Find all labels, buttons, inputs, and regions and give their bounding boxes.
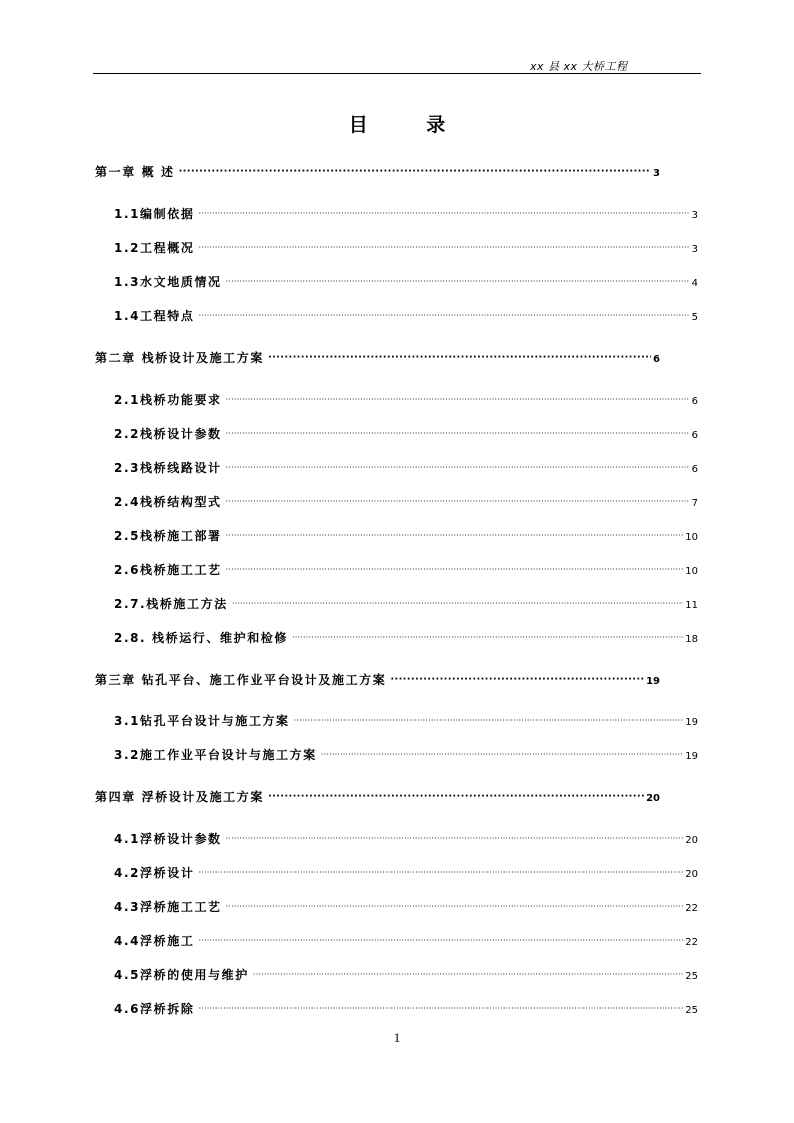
toc-entry-page: 11 (685, 600, 698, 611)
toc-entry-page: 3 (653, 168, 660, 179)
toc-entry-label: 第三章 钻孔平台、施工作业平台设计及施工方案 (95, 673, 387, 687)
toc-entry-page: 10 (685, 566, 698, 577)
toc-entry-page: 20 (685, 835, 698, 846)
dot-leader (253, 970, 683, 979)
dot-leader (226, 463, 690, 472)
dot-leader (226, 429, 690, 438)
toc-entry-page: 19 (685, 751, 698, 762)
toc-section-4-4[interactable] (114, 932, 698, 949)
running-header: xx 县 xx 大桥工程 (530, 60, 628, 73)
toc-entry-page: 3 (691, 210, 698, 221)
toc-chapter-2[interactable] (95, 349, 660, 366)
toc-entry-label: 1.1编制依据 (114, 207, 195, 221)
toc-section-2-7[interactable] (114, 595, 698, 612)
toc-entry-page: 20 (685, 869, 698, 880)
dot-leader (292, 633, 683, 642)
toc-section-1-1[interactable] (114, 205, 698, 222)
toc-chapter-3[interactable] (95, 671, 660, 688)
toc-entry-label: 2.6栈桥施工工艺 (114, 563, 222, 577)
toc-section-4-1[interactable] (114, 830, 698, 847)
toc-entry-page: 4 (691, 278, 698, 289)
toc-entry-page: 22 (685, 937, 698, 948)
toc-entry-page: 6 (653, 354, 660, 365)
toc-section-4-3[interactable] (114, 898, 698, 915)
toc-section-1-3[interactable] (114, 273, 698, 290)
dot-leader (226, 277, 690, 286)
toc-section-2-6[interactable] (114, 561, 698, 578)
toc-entry-label: 2.8. 栈桥运行、维护和检修 (114, 631, 288, 645)
toc-entry-label: 1.2工程概况 (114, 241, 195, 255)
dot-leader (198, 209, 689, 218)
toc-entry-page: 25 (685, 971, 698, 982)
dot-leader (226, 902, 684, 911)
toc-section-2-3[interactable] (114, 459, 698, 476)
toc-entry-label: 2.2栈桥设计参数 (114, 427, 222, 441)
toc-entry-page: 5 (691, 312, 698, 323)
toc-section-4-6[interactable] (114, 1000, 698, 1017)
toc-entry-label: 第一章 概 述 (95, 165, 175, 179)
dot-leader (268, 352, 651, 363)
toc-entry-page: 19 (685, 717, 698, 728)
toc-entry-label: 4.3浮桥施工工艺 (114, 900, 222, 914)
toc-entry-label: 2.5栈桥施工部署 (114, 529, 222, 543)
toc-entry-label: 2.1栈桥功能要求 (114, 393, 222, 407)
toc-section-3-2[interactable] (114, 746, 698, 763)
dot-leader (179, 166, 651, 177)
toc-section-2-2[interactable] (114, 425, 698, 442)
toc-section-4-2[interactable] (114, 864, 698, 881)
toc-section-1-2[interactable] (114, 239, 698, 256)
toc-entry-label: 第二章 栈桥设计及施工方案 (95, 351, 264, 365)
toc-entry-page: 6 (691, 396, 698, 407)
toc-section-2-5[interactable] (114, 527, 698, 544)
dot-leader (198, 868, 683, 877)
dot-leader (198, 1004, 683, 1013)
toc-entry-page: 20 (646, 793, 660, 804)
toc-entry-page: 25 (685, 1005, 698, 1016)
toc-section-2-1[interactable] (114, 391, 698, 408)
dot-leader (232, 599, 683, 608)
toc-section-4-5[interactable] (114, 966, 698, 983)
toc-entry-label: 3.1钻孔平台设计与施工方案 (114, 714, 290, 728)
dot-leader (321, 750, 683, 759)
dot-leader (390, 674, 644, 685)
dot-leader (226, 531, 684, 540)
toc-entry-label: 4.4浮桥施工 (114, 934, 195, 948)
toc-entry-label: 第四章 浮桥设计及施工方案 (95, 790, 264, 804)
toc-entry-label: 1.4工程特点 (114, 309, 195, 323)
toc-entry-label: 4.1浮桥设计参数 (114, 832, 222, 846)
toc-entry-label: 4.2浮桥设计 (114, 866, 195, 880)
toc-section-1-4[interactable] (114, 307, 698, 324)
toc-entry-page: 6 (691, 430, 698, 441)
dot-leader (226, 395, 690, 404)
toc-title: 目 录 (348, 114, 472, 136)
toc-entry-page: 10 (685, 532, 698, 543)
toc-entry-label: 2.4栈桥结构型式 (114, 495, 222, 509)
toc-entry-page: 6 (691, 464, 698, 475)
toc-chapter-4[interactable] (95, 788, 660, 805)
toc-entry-page: 18 (685, 634, 698, 645)
page-number: 1 (393, 1030, 401, 1045)
toc-entry-label: 2.3栈桥线路设计 (114, 461, 222, 475)
dot-leader (268, 791, 644, 802)
toc-section-2-8[interactable] (114, 629, 698, 646)
toc-chapter-1[interactable] (95, 163, 660, 180)
toc-entry-label: 3.2施工作业平台设计与施工方案 (114, 748, 317, 762)
dot-leader (294, 716, 684, 725)
toc-entry-page: 3 (691, 244, 698, 255)
toc-entry-label: 4.6浮桥拆除 (114, 1002, 195, 1016)
toc-entry-label: 2.7.栈桥施工方法 (114, 597, 228, 611)
toc-entry-page: 19 (646, 676, 660, 687)
toc-entry-page: 22 (685, 903, 698, 914)
dot-leader (198, 936, 683, 945)
dot-leader (198, 311, 689, 320)
dot-leader (226, 565, 684, 574)
toc-entry-label: 1.3水文地质情况 (114, 275, 222, 289)
toc-section-2-4[interactable] (114, 493, 698, 510)
dot-leader (226, 834, 684, 843)
toc-section-3-1[interactable] (114, 712, 698, 729)
toc-entry-label: 4.5浮桥的使用与维护 (114, 968, 249, 982)
dot-leader (198, 243, 689, 252)
toc-entry-page: 7 (691, 498, 698, 509)
dot-leader (226, 497, 690, 506)
